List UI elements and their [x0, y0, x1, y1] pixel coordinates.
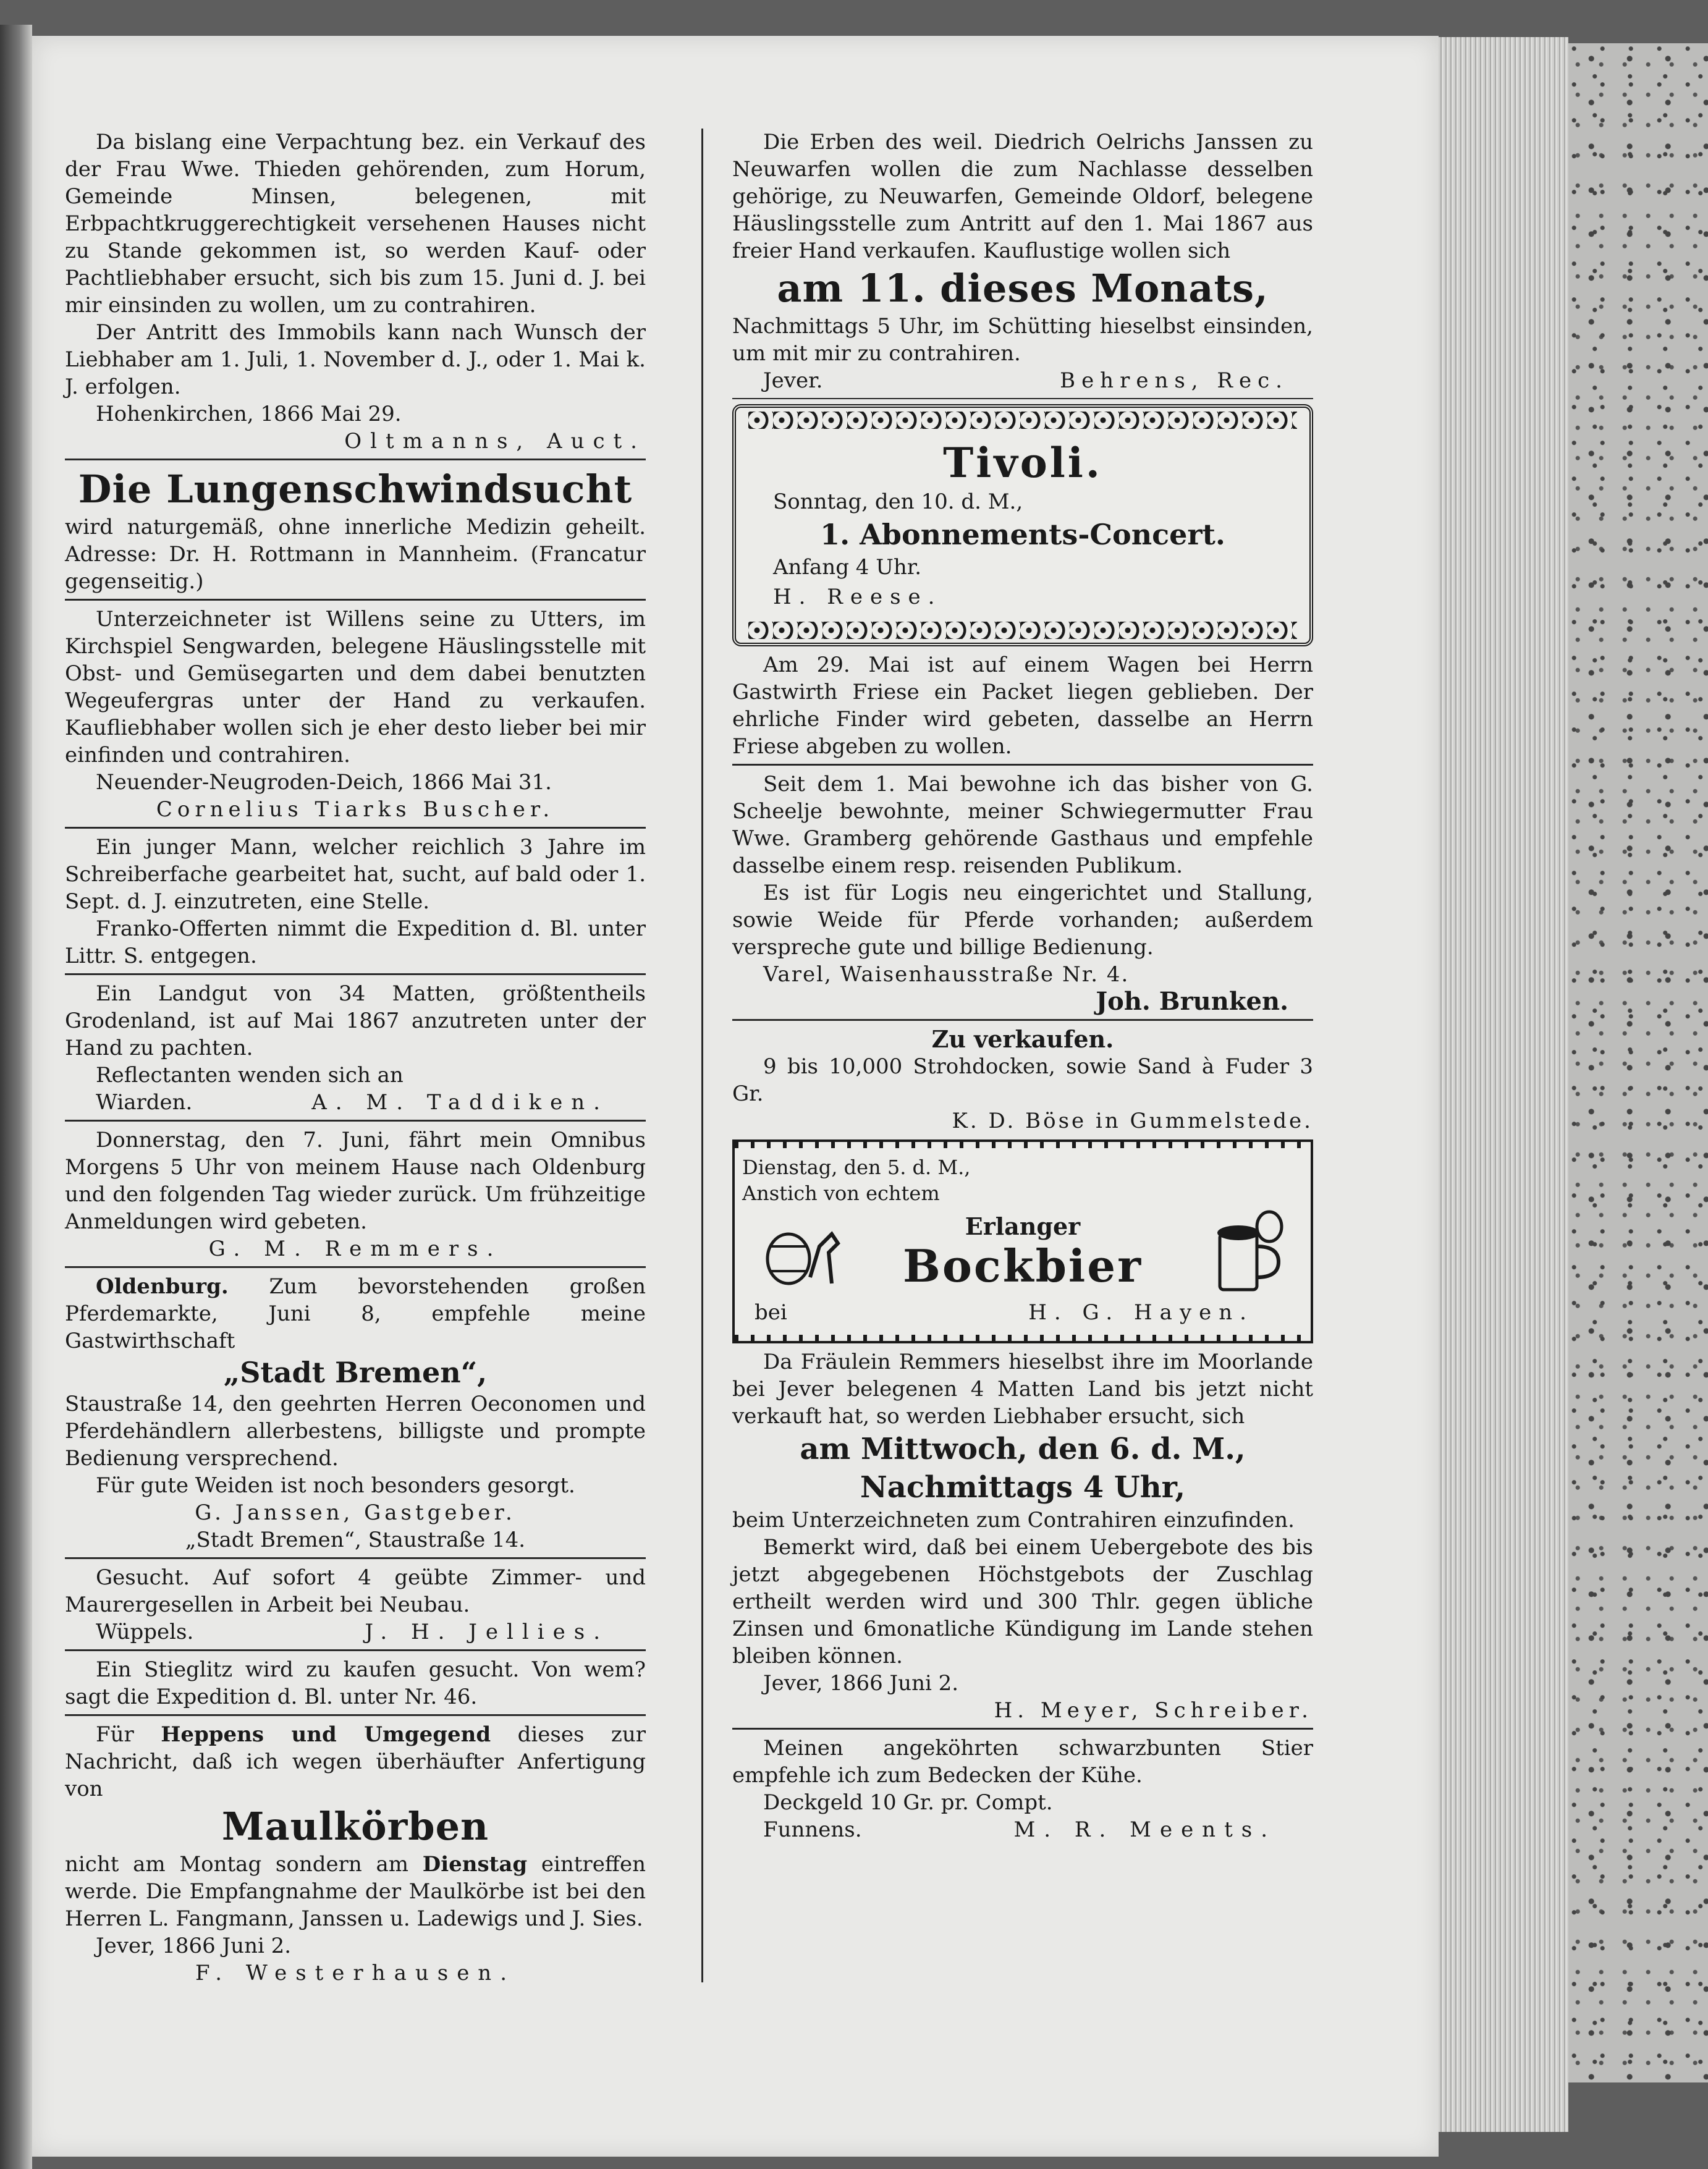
ad-lead: Oldenburg.: [96, 1274, 229, 1299]
ad-place: Funnens.: [763, 1817, 862, 1842]
ad-junger-mann: [65, 834, 646, 970]
ad-text: Seit dem 1. Mai bewohne ich das bisher von G. Scheelje bewohnte, meiner Schwiegermutter Frau Wwe. Gramberg gehörende Gasthaus und empfehle dasselbe einem resp. reisenden Publikum.: [732, 772, 1313, 878]
ad-headline: „Stadt Bremen“,: [223, 1356, 488, 1389]
ad-signature: G. Janssen, Gastgeber.: [195, 1500, 516, 1525]
ad-separator: [65, 827, 646, 829]
ad-text: Donnerstag, den 7. Juni, fährt mein Omnibus Morgens 5 Uhr von meinem Hause nach Oldenburg und den folgenden Tag wieder zurück. Um frühzeitige Anmeldungen wird gebeten.: [65, 1128, 646, 1234]
ad-gesucht-gesellen: [65, 1564, 646, 1646]
ad-signature: Joh. Brunken.: [1096, 987, 1288, 1016]
ad-text: [65, 1851, 646, 1932]
goat-barrel-illustration-icon: [755, 1206, 847, 1299]
ad-place: Jever.: [763, 368, 823, 393]
ad-headline: am Mittwoch, den 6. d. M., Nachmittags 4 Uhr,: [800, 1432, 1246, 1505]
ad-signature: H. G. Hayen.: [1028, 1300, 1254, 1325]
ad-text: Ein Landgut von 34 Matten, größtentheils Grodenland, ist auf Mai 1867 anzutreten unter der Hand zu pachten.: [65, 981, 646, 1060]
ad-text-part: nicht am Montag sondern am: [65, 1852, 423, 1877]
ad-separator: [732, 398, 1313, 399]
ad-text: Am 29. Mai ist auf einem Wagen bei Herrn Gastwirth Friese ein Packet liegen geblieben. Der ehrliche Finder wird gebeten, dasselbe an Herrn Friese abgeben zu wollen.: [732, 653, 1313, 759]
ad-headline: Tivoli.: [943, 439, 1102, 487]
ad-separator: [65, 1714, 646, 1716]
ad-subtitle: Erlanger: [965, 1212, 1081, 1240]
ad-signature: Oltmanns, Auct.: [344, 429, 646, 454]
bockbier-title-row: [742, 1206, 1303, 1299]
ad-signature: F. Westerhausen.: [195, 1961, 516, 1985]
ad-text-part: eintreffen werde. Die Empfangnahme der Maulkörbe ist bei den Herren L. Fangmann, Janssen u. Ladewigs und J. Sies.: [65, 1852, 646, 1931]
ad-text: beim Unterzeichneten zum Contrahiren einzufinden.: [732, 1508, 1295, 1533]
ad-signature-row: [742, 1299, 1303, 1335]
ad-moorlande-matten: [732, 1348, 1313, 1724]
ad-text: Da bislang eine Verpachtung bez. ein Verkauf des der Frau Wwe. Thieden gehörenden, zum Horum, Gemeinde Minsen, belegenen, mit Erbpachtkruggerechtigkeit versehenen Hauses nicht zu Stande gekommen ist, so werden Kauf- oder Pachtliebhaber ersucht, sich bis zum 15. Juni d. J. bei mir einsinden zu wollen, um zu contrahiren.: [65, 130, 646, 318]
ad-signature: Behrens, Rec.: [1060, 368, 1288, 393]
ad-headline: Die Lungenschwindsucht: [78, 467, 633, 512]
ad-text: Bemerkt wird, daß bei einem Uebergebote des bis jetzt abgegebenen Höchstgebots der Zuschlag ertheilt werden wird und 300 Thlr. gegen übliche Zinsen und 6monatliche Kündigung im Lande stehen bleiben können.: [732, 1535, 1313, 1668]
ad-lungenschwindsucht: [65, 465, 646, 595]
ad-text: Da Fräulein Remmers hieselbst ihre im Moorlande bei Jever belegenen 4 Matten Land bis jetzt nicht verkauft hat, so werden Liebhaber ersucht, sich: [732, 1350, 1313, 1429]
ad-bockbier-frame: [732, 1139, 1313, 1343]
ad-signature: H. Reese.: [773, 585, 942, 609]
ad-text: Staustraße 14, den geehrten Herren Oeconomen und Pferdehändlern allerbestens, billigste und prompte Bedienung versprechend.: [65, 1392, 646, 1471]
ad-headline: Bockbier: [902, 1240, 1143, 1292]
ad-text: wird naturgemäß, ohne innerliche Medizin geheilt. Adresse: Dr. H. Rottmann in Mannheim. (Francatur gegenseitig.): [65, 515, 646, 594]
ad-signature-row: [65, 1618, 646, 1646]
ad-text: 9 bis 10,000 Strohdocken, sowie Sand à Fuder 3 Gr.: [732, 1054, 1313, 1106]
ad-stieglitz: [65, 1656, 646, 1710]
ad-text: Ein junger Mann, welcher reichlich 3 Jahre im Schreiberfache gearbeitet hat, sucht, auf bald oder 1. Sept. d. J. einzutreten, eine Stelle.: [65, 835, 646, 914]
ad-place: Varel, Waisenhausstraße Nr. 4.: [763, 962, 1130, 987]
page-block-edge: [1439, 37, 1568, 2132]
ad-text-part: Für: [96, 1722, 161, 1747]
ad-signature: Cornelius Tiarks Buscher.: [156, 797, 555, 822]
ad-maulkoerbe: [65, 1721, 646, 1987]
ad-text: [65, 1273, 646, 1355]
ad-neuwarfen: [732, 129, 1313, 394]
ad-text: Sonntag, den 10. d. M.,: [773, 489, 1023, 514]
ad-zu-verkaufen: [732, 1026, 1313, 1135]
ad-separator: [65, 1557, 646, 1559]
ad-gasthaus-varel: [732, 771, 1313, 1015]
ad-headline: am 11. dieses Monats,: [777, 266, 1269, 311]
ad-text: bei: [755, 1300, 787, 1325]
ad-place-date: Hohenkirchen, 1866 Mai 29.: [96, 402, 402, 426]
ad-place: Wüppels.: [96, 1620, 194, 1644]
ad-stadt-bremen: [65, 1273, 646, 1554]
ad-separator: [65, 973, 646, 975]
ad-text: Deckgeld 10 Gr. pr. Compt.: [763, 1790, 1053, 1815]
ad-text-emphasis: Dienstag: [422, 1852, 528, 1877]
ad-separator: [65, 459, 646, 460]
ad-separator: [65, 1266, 646, 1268]
ad-event-title: 1. Abonnements-Concert.: [820, 518, 1225, 551]
ad-text-part: dieses zur Nachricht, daß ich wegen überhäufter Anfertigung von: [65, 1722, 646, 1801]
ad-stier: [732, 1735, 1313, 1843]
column-divider: [701, 129, 703, 1982]
ad-text: Reflectanten wenden sich an: [96, 1063, 404, 1088]
left-column: [65, 129, 646, 1987]
ad-text: Nachmittags 5 Uhr, im Schütting hieselbst einsinden, um mit mir zu contrahiren.: [732, 314, 1313, 366]
ornament-border-bottom: [748, 622, 1297, 639]
ad-signature: H. Meyer, Schreiber.: [994, 1698, 1313, 1723]
ad-separator: [732, 764, 1313, 766]
ad-signature-row: [65, 1089, 646, 1116]
ad-text: Meinen angeköhrten schwarzbunten Stier empfehle ich zum Bedecken der Kühe.: [732, 1736, 1313, 1788]
ad-separator: [65, 1649, 646, 1651]
ad-text: Franko-Offerten nimmt die Expedition d. Bl. unter Littr. S. entgegen.: [65, 916, 646, 968]
ad-place-date: Neuender-Neugroden-Deich, 1866 Mai 31.: [96, 770, 552, 795]
newspaper-page: [32, 36, 1439, 2157]
ad-text-emphasis: Heppens und Umgegend: [161, 1722, 491, 1747]
ornament-border-top: [748, 412, 1297, 429]
ad-haeuslingsstelle-utters: [65, 606, 646, 823]
ad-text: Unterzeichneter ist Willens seine zu Utters, im Kirchspiel Sengwarden, belegene Häuslingsstelle mit Obst- und Gemüsegarten und dem dabei benutzten Wegeufergras unter der Hand zu verkaufen. Kaufliebhaber wollen sich je eher desto lieber bei mir einfinden und contrahiren.: [65, 607, 646, 767]
ad-packet-found: [732, 651, 1313, 760]
ad-horum-house: [65, 129, 646, 455]
ad-separator: [65, 599, 646, 601]
ad-headline: Maulkörben: [221, 1804, 489, 1849]
ad-landgut: [65, 980, 646, 1116]
ad-signature: K. D. Böse in Gummelstede.: [952, 1109, 1313, 1133]
ad-signature-row: [732, 1816, 1313, 1843]
ad-separator: [65, 1120, 646, 1122]
ad-text: Die Erben des weil. Diedrich Oelrichs Janssen zu Neuwarfen wollen die zum Nachlasse desselben gehörige, zu Neuwarfen, Gemeinde Oldorf, belegene Häuslingsstelle zum Antritt auf den 1. Mai 1867 aus freier Hand verkaufen. Kauflustige wollen sich: [732, 130, 1313, 263]
ad-signature: J. H. Jellies.: [365, 1620, 609, 1644]
ad-text: Dienstag, den 5. d. M.,: [742, 1156, 971, 1179]
ad-headline: Zu verkaufen.: [931, 1025, 1114, 1053]
ad-place: Wiarden.: [96, 1090, 193, 1115]
ad-text: [65, 1721, 646, 1803]
ad-separator: [732, 1728, 1313, 1730]
ad-text: Gesucht. Auf sofort 4 geübte Zimmer- und Maurergesellen in Arbeit bei Neubau.: [65, 1565, 646, 1617]
ad-signature: M. R. Meents.: [1013, 1817, 1276, 1842]
ad-place-date: Jever, 1866 Juni 2.: [763, 1671, 959, 1696]
ad-signature: G. M. Remmers.: [208, 1237, 502, 1261]
ad-tivoli-frame: [732, 404, 1313, 646]
ad-text: Der Antritt des Immobils kann nach Wunsch der Liebhaber am 1. Juli, 1. November d. J., oder 1. Mai k. J. erfolgen.: [65, 320, 646, 399]
ad-text: Ein Stieglitz wird zu kaufen gesucht. Von wem? sagt die Expedition d. Bl. unter Nr. 46.: [65, 1657, 646, 1709]
ad-lead-text: Zum bevorstehenden großen Pferdemarkte, Juni 8, empfehle meine Gastwirthschaft: [65, 1274, 646, 1353]
right-column: [732, 129, 1313, 1843]
ad-text: Es ist für Logis neu eingerichtet und Stallung, sowie Weide für Pferde vorhanden; außerdem verspreche gute und billige Bedienung.: [732, 881, 1313, 960]
ad-omnibus: [65, 1127, 646, 1262]
ad-signature-row: [732, 367, 1313, 394]
ad-text: Anfang 4 Uhr.: [773, 555, 922, 580]
beer-stein-icon: [1198, 1206, 1291, 1299]
ad-signature-address: „Stadt Bremen“, Staustraße 14.: [185, 1528, 526, 1552]
left-page-edge: [0, 25, 32, 2169]
ad-separator: [732, 1019, 1313, 1021]
ad-text: Anstich von echtem: [742, 1182, 940, 1205]
ad-signature: A. M. Taddiken.: [311, 1090, 609, 1115]
ad-place-date: Jever, 1866 Juni 2.: [96, 1934, 292, 1958]
ad-text: Für gute Weiden ist noch besonders gesorgt.: [96, 1473, 575, 1498]
book-cover: [1568, 43, 1708, 2082]
